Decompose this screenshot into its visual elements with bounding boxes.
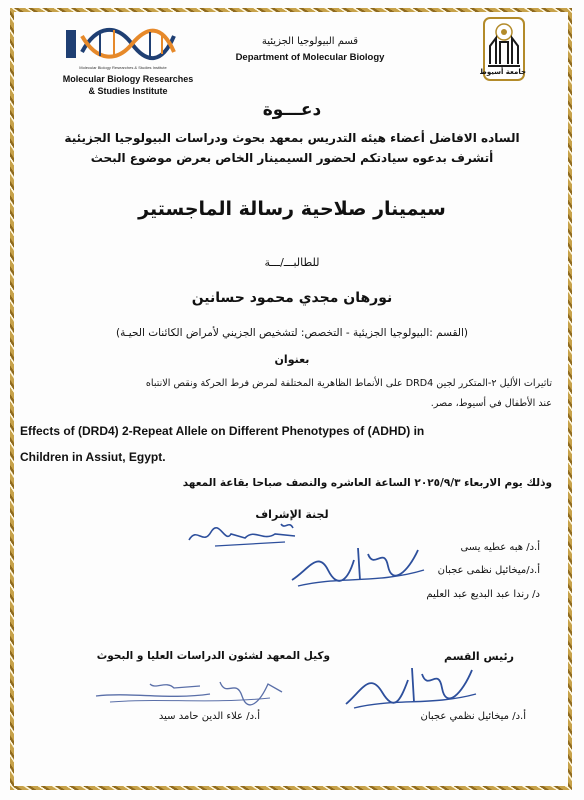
seminar-title: سيمينار صلاحية رسالة الماجستير: [138, 198, 446, 220]
signature-head-of-department: [340, 660, 480, 712]
research-title-en-line1: Effects of (DRD4) 2-Repeat Allele on Different Phenotypes of (ADHD) in: [20, 424, 425, 438]
institute-logo: [62, 22, 182, 66]
invitation-title: دعـــوة: [262, 100, 322, 120]
research-title-ar-line2: عند الأطفال في أسيوط، مصر.: [430, 398, 552, 409]
committee-member-3: د/ رندا عبد البديع عبد العليم: [426, 589, 540, 600]
research-title-en-line2: Children in Assiut, Egypt.: [20, 450, 166, 464]
signature-committee-1: [185, 516, 305, 552]
institute-name-line1: Molecular Biology Researches: [62, 74, 194, 84]
university-seal-text: جامعة أسيوط: [479, 68, 526, 76]
committee-member-1: أ.د/ هبه عطيه يسى: [460, 542, 540, 553]
institute-name-line2: & Studies Institute: [88, 86, 168, 96]
student-label: للطالبـــ/ـــة: [264, 256, 320, 269]
committee-label: لجنة الإشراف: [255, 508, 329, 521]
department-ar: قسم البيولوجيا الجزيئية: [261, 36, 359, 47]
titled-label: بعنوان: [274, 353, 310, 366]
logo-caption: Molecular Biology Researches & Studies Institute: [79, 65, 167, 70]
signature-committee-2: [288, 540, 428, 590]
seminar-date-line: وذلك يوم الاربعاء ٢٠٢٥/٩/٣ الساعة العاشره والنصف صباحا بقاعة المعهد: [182, 477, 552, 489]
student-name: نورهان مجدي محمود حسانين: [191, 290, 393, 306]
vice-dean-title: وكيل المعهد لشئون الدراسات العليا و البحوث: [96, 650, 330, 662]
vice-dean-name: أ.د/ علاء الدين حامد سيد: [158, 711, 260, 722]
invitation-line2: أتشرف بدعوه سيادتكم لحضور السيمينار الخاص بعرض موضوع البحث: [90, 151, 494, 165]
head-of-department-title: رئيس القسم: [444, 650, 514, 663]
invitation-line1: الساده الافاضل أعضاء هيئه التدريس بمعهد بحوث ودراسات البيولوجيا الجزيئية: [64, 131, 520, 145]
committee-member-2: أ.د/ميخائيل نظمى عجبان: [437, 565, 540, 576]
signature-vice-dean: [90, 672, 290, 708]
department-specialization: (القسم :البيولوجيا الجزيئية - التخصص: لتشخيص الجزيني لأمراض الكائنات الحيـة): [116, 327, 468, 339]
research-title-ar-line1: تاثيرات الأليل ٢-المتكرر لجين DRD4 على الأنماط الظاهرية المختلفة لمرض فرط الحركة ونقص الانتباه: [145, 378, 552, 389]
head-of-department-name: أ.د/ ميخائيل نظمي عجبان: [420, 711, 526, 722]
department-en: Department of Molecular Biology: [235, 52, 385, 63]
